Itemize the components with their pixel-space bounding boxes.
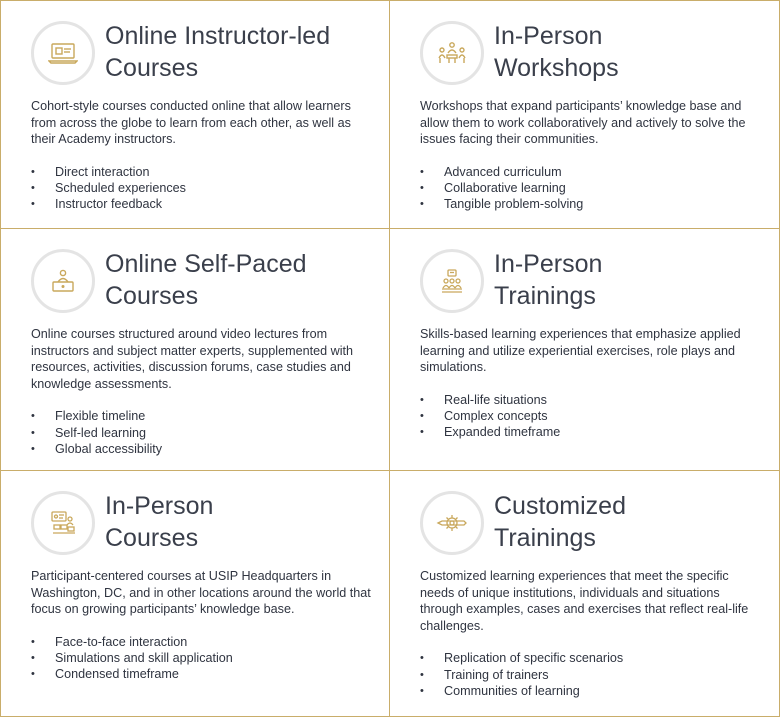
card-in-person-workshops [389, 0, 780, 229]
card-description: Online courses structured around video lectures from instructors and subject matter experts, supplemented with resources, activities, discussion forums, case studies and knowledge assessments. [31, 327, 353, 391]
feature-item: • Global accessibility [31, 441, 375, 457]
feature-item: • Communities of learning [420, 683, 765, 699]
card-description: Workshops that expand participants’ knowledge base and allow them to work collaboratively and actively to solve the issues facing their communities. [420, 99, 746, 147]
card-description: Customized learning experiences that meet the specific needs of unique institutions, individuals and situations through examples, cases and exercises that reflect real-life challenges. [420, 569, 749, 633]
title-line-2: Courses [105, 282, 199, 310]
feature-list [31, 408, 375, 457]
feature-list [420, 392, 765, 441]
title-line-2: Trainings [494, 282, 596, 310]
trainer-audience-icon [420, 249, 484, 313]
title-line-2: Workshops [494, 54, 619, 82]
card-title [494, 20, 754, 84]
title-line-1: Online Instructor-led [105, 22, 331, 50]
card-title [105, 20, 365, 84]
card-header [420, 249, 765, 313]
title-line-2: Trainings [494, 524, 596, 552]
feature-item: • Tangible problem-solving [420, 196, 765, 212]
card-header [31, 249, 375, 313]
feature-item: • Direct interaction [31, 164, 375, 180]
feature-list [31, 634, 375, 683]
title-line-1: In-Person [494, 250, 603, 278]
person-at-computer-icon [31, 249, 95, 313]
title-line-1: Online Self-Paced [105, 250, 307, 278]
card-description: Participant-centered courses at USIP Headquarters in Washington, DC, and in other locations around the world that focus on growing participants’ knowledge base. [31, 569, 371, 617]
card-online-instructor-led-courses [0, 0, 390, 229]
card-description: Skills-based learning experiences that emphasize applied learning and utilize experiential exercises, role plays and simulations. [420, 327, 741, 375]
card-title [494, 248, 754, 312]
card-title [105, 248, 365, 312]
feature-item: • Flexible timeline [31, 408, 375, 424]
feature-item: • Advanced curriculum [420, 164, 765, 180]
feature-list [420, 650, 765, 699]
card-header [31, 21, 375, 85]
card-title [494, 490, 754, 554]
card-header [31, 491, 375, 555]
classroom-board-icon [31, 491, 95, 555]
feature-list [31, 164, 375, 213]
feature-item: • Scheduled experiences [31, 180, 375, 196]
card-title [105, 490, 365, 554]
title-line-2: Courses [105, 54, 199, 82]
card-description: Cohort-style courses conducted online that allow learners from across the globe to learn from each other, as well as their Academy instructors. [31, 99, 351, 147]
feature-item: • Expanded timeframe [420, 424, 765, 440]
title-line-1: In-Person [105, 492, 214, 520]
laptop-presentation-icon [31, 21, 95, 85]
card-in-person-trainings [389, 228, 780, 471]
group-workshop-icon [420, 21, 484, 85]
feature-item: • Training of trainers [420, 667, 765, 683]
feature-item: • Collaborative learning [420, 180, 765, 196]
feature-item: • Simulations and skill application [31, 650, 375, 666]
feature-item: • Complex concepts [420, 408, 765, 424]
feature-item: • Face-to-face interaction [31, 634, 375, 650]
feature-item: • Self-led learning [31, 425, 375, 441]
feature-item: • Condensed timeframe [31, 666, 375, 682]
gear-pencil-icon [420, 491, 484, 555]
feature-item: • Replication of specific scenarios [420, 650, 765, 666]
card-customized-trainings [389, 470, 780, 717]
feature-item: • Instructor feedback [31, 196, 375, 212]
card-in-person-courses [0, 470, 390, 717]
title-line-2: Courses [105, 524, 199, 552]
card-header [420, 21, 765, 85]
title-line-1: In-Person [494, 22, 603, 50]
card-header [420, 491, 765, 555]
feature-list [420, 164, 765, 213]
card-online-self-paced-courses [0, 228, 390, 471]
title-line-1: Customized [494, 492, 626, 520]
feature-item: • Real-life situations [420, 392, 765, 408]
